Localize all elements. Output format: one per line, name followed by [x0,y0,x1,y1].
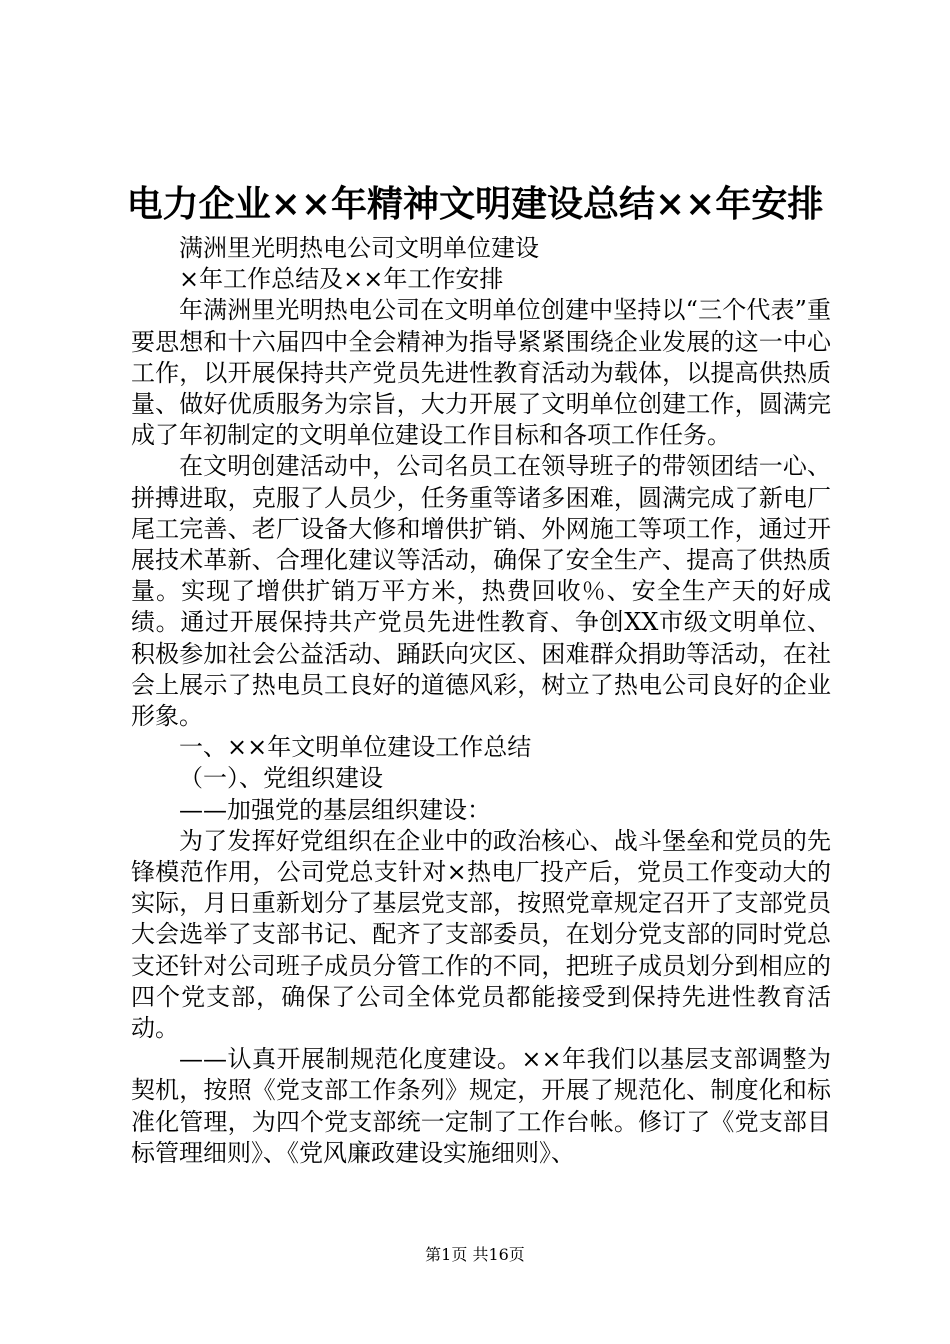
item-heading: ——加强党的基层组织建设： [179,795,491,824]
paragraph-party-branch: 为了发挥好党组织在企业中的政治核心、战斗堡垒和党员的先锋模范作用，公司党总支针对×热电厂投产后，党员工作变动大的实际，月日重新划分了基层党支部，按照党章规定召开了支部党员大会选举了支部书记、配齐了支部委员，在划分党支部的同时党总支还针对公司班子成员分管工作的不同，把班子成员划分到相应的四个党支部，确保了公司全体党员都能接受到保持先进性教育活动。 [131,826,831,1043]
paragraph-intro: 年满洲里光明热电公司在文明单位创建中坚持以“三个代表”重要思想和十六届四中全会精神为指导紧紧围绕企业发展的这一中心工作，以开展保持共产党员先进性教育活动为载体，以提高供热质量、做好优质服务为宗旨，大力开展了文明单位创建工作，圆满完成了年初制定的文明单位建设工作目标和各项工作任务。 [131,296,831,450]
document-title: 电力企业××年精神文明建设总结××年安排 [126,183,824,225]
paragraph-subtitle-2: ×年工作总结及××年工作安排 [179,265,504,294]
paragraph-achievements: 在文明创建活动中，公司名员工在领导班子的带领团结一心、拼搏进取，克服了人员少，任务重等诸多困难，圆满完成了新电厂尾工完善、老厂设备大修和增供扩销、外网施工等项工作，通过开展技术革新、合理化建议等活动，确保了安全生产、提高了供热质量。实现了增供扩销万平方米，热费回收％、安全生产天的好成绩。通过开展保持共产党员先进性教育、争创XX市级文明单位、积极参加社会公益活动、踊跃向灾区、困难群众捐助等活动，在社会上展示了热电员工良好的道德风彩，树立了热电公司良好的企业形象。 [131,452,831,731]
subsection-heading: （一）、党组织建设 [179,764,383,793]
section-heading: 一、××年文明单位建设工作总结 [179,733,532,762]
paragraph-standardization: ——认真开展制规范化度建设。××年我们以基层支部调整为契机，按照《党支部工作条列》规定，开展了规范化、制度化和标准化管理，为四个党支部统一定制了工作台帐。修订了《党支部目标管理细则》、《党风廉政建设实施细则》、 [131,1045,831,1167]
page-footer: 第1页 共16页 [425,1245,525,1264]
document-body [131,233,831,1169]
paragraph-subtitle-1: 满洲里光明热电公司文明单位建设 [179,234,539,262]
